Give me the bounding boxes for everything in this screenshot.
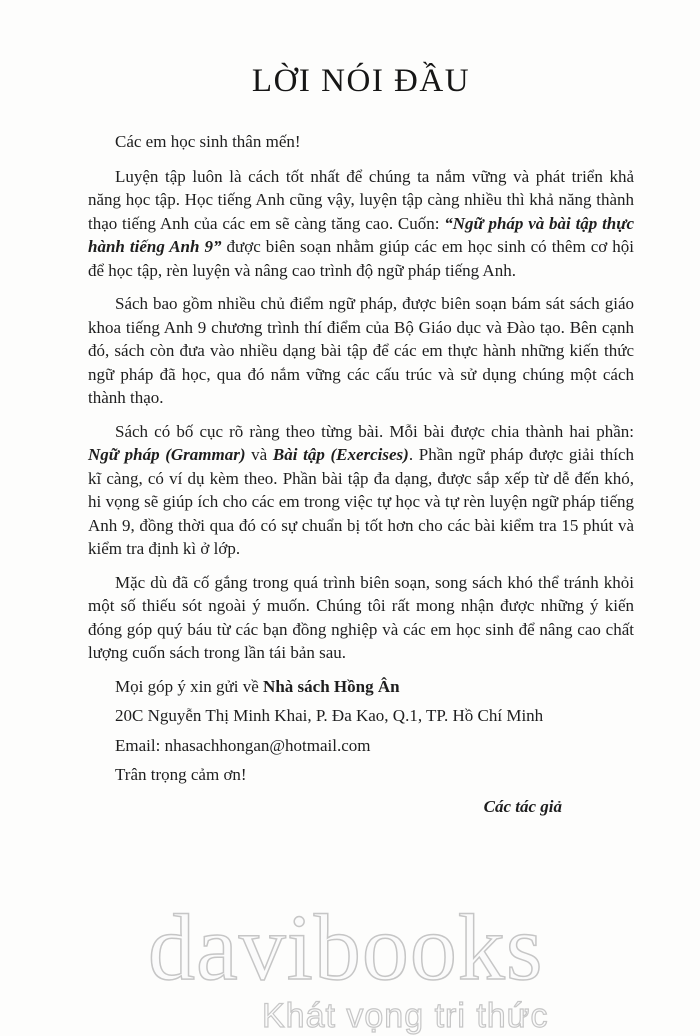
text-run: 20C Nguyễn Thị Minh Khai, P. Đa Kao, Q.1, TP. Hồ Chí Minh [115,706,544,725]
text-run: Ngữ pháp (Grammar) [88,445,246,464]
paragraph [88,165,634,283]
text-run: và [245,445,273,464]
line-line [88,734,634,758]
text-run: Luyện tập luôn là cách tốt nhất để chúng ta nắm vững và phát triển khả năng học tập. Học tiếng Anh cũng vậy, luyện tập càng nhiều thì khả năng thành thạo tiếng Anh của các em sẽ càng tăng cao. Cuốn: [88,166,634,233]
page-title: LỜI NÓI ĐẦU [251,63,471,99]
text-run: Nhà sách Hồng Ân [263,676,400,696]
text-run: Mọi góp ý xin gửi về [115,676,264,696]
paragraph [88,420,634,561]
text-run: Email: nhasachhongan@hotmail.com [115,735,371,755]
text-run: . Phần ngữ pháp được giải thích kĩ càng, có ví dụ kèm theo. Phần bài tập đa dạng, được sắp xếp từ dễ đến khó, hi vọng sẽ giúp ích cho các em trong việc tự học và tự rèn luyện ngữ pháp tiếng Anh 9, đồng thời qua đó có sự chuẩn bị tốt hơn cho các bài kiểm tra 15 phút và kiểm tra định kì ở lớp. [88,445,635,558]
signature-line [88,795,562,819]
text-run: Bài tập (Exercises) [272,445,409,464]
line-line [88,763,634,787]
text-run: được biên soạn nhằm giúp các em học sinh có thêm cơ hội để học tập, rèn luyện và nâng cao trình độ ngữ pháp tiếng Anh. [88,237,634,280]
paragraph [88,292,634,410]
text-run: Sách có bố cục rõ ràng theo từng bài. Mỗi bài được chia thành hai phần: [115,421,634,441]
paragraph [88,571,634,665]
text-run: Mặc dù đã cố gắng trong quá trình biên soạn, song sách khó thể tránh khỏi một số thiếu sót ngoài ý muốn. Chúng tôi rất mong nhận được những ý kiến đóng góp quý báu từ các bạn đồng nghiệp và các em học sinh để nâng cao chất lượng cuốn sách trong lần tái bản sau. [88,572,634,662]
text-run: Trân trọng cảm ơn! [115,765,247,784]
text-run: Sách bao gồm nhiều chủ điểm ngữ pháp, được biên soạn bám sát sách giáo khoa tiếng Anh 9 chương trình thí điểm của Bộ Giáo dục và Đào tạo. Bên cạnh đó, sách còn đưa vào nhiều dạng bài tập để các em thực hành những kiến thức ngữ pháp đã học, qua đó nắm vững các cấu trúc và sử dụng chúng một cách thành thạo. [88,294,634,407]
body-text [88,130,634,818]
salutation-line [88,130,634,154]
text-run: “Ngữ pháp và bài tập thực hành tiếng Anh 9” [88,213,634,256]
page-content [88,62,634,818]
text-run: Các em học sinh thân mến! [115,132,301,151]
line-line [88,704,634,728]
watermark-brand: davibooks [148,896,544,1000]
watermark-tagline: Khát vọng tri thức [262,997,549,1035]
line-line [88,675,634,699]
text-run: Các tác giả [483,796,562,816]
